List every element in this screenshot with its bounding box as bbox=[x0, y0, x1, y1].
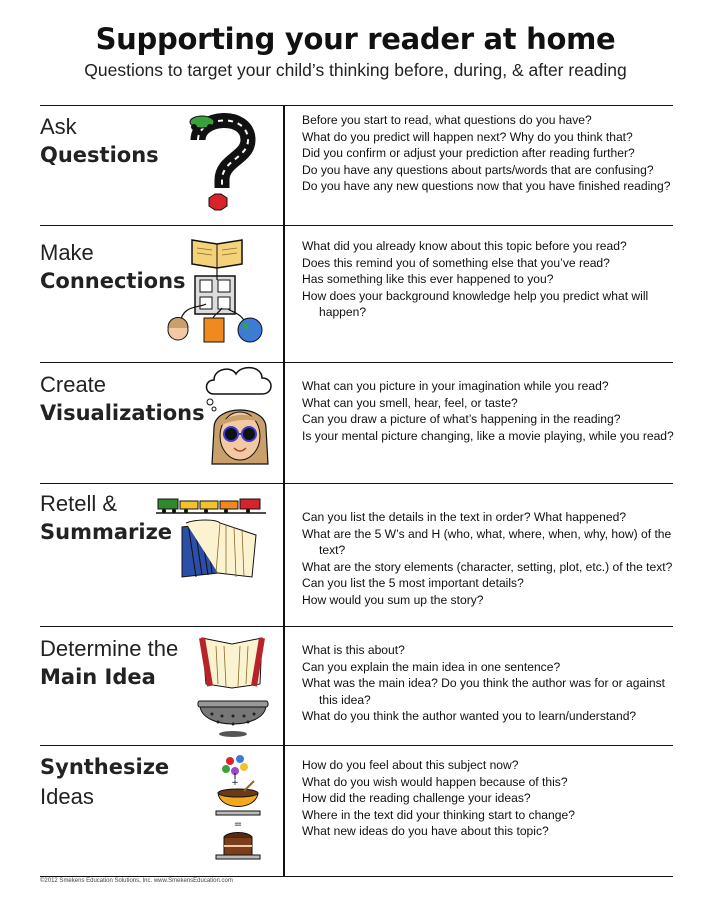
section-main-idea bbox=[40, 634, 673, 742]
divider bbox=[40, 626, 673, 627]
list-item: Can you explain the main idea in one sentence? bbox=[302, 659, 561, 674]
list-item: What do you predict will happen next? Why do you think that? bbox=[302, 129, 633, 144]
svg-text:+: + bbox=[231, 778, 239, 788]
question-list bbox=[302, 509, 677, 608]
divider bbox=[40, 105, 673, 106]
svg-text:=: = bbox=[233, 819, 243, 830]
train-book-icon bbox=[156, 493, 276, 585]
list-item: Where in the text did your thinking start to change? bbox=[302, 807, 575, 822]
book-colander-icon bbox=[196, 634, 270, 740]
list-item: What was the main idea? Do you think the author was for or against this idea? bbox=[302, 676, 666, 707]
divider bbox=[40, 876, 673, 877]
heading-line-1: Retell & bbox=[40, 491, 118, 516]
list-item: Can you list the 5 most important details? bbox=[302, 576, 524, 590]
section-ask-questions bbox=[40, 112, 673, 222]
divider bbox=[40, 362, 673, 363]
list-item: Has something like this ever happened to you? bbox=[302, 272, 554, 286]
divider bbox=[40, 745, 673, 746]
heading-line-1: Create bbox=[40, 372, 107, 397]
divider bbox=[40, 483, 673, 484]
section-heading bbox=[40, 753, 169, 811]
section-heading bbox=[40, 634, 178, 692]
section-retell-summarize bbox=[40, 489, 673, 623]
connections-icon bbox=[162, 234, 272, 346]
heading-line-1: Ask bbox=[40, 114, 77, 139]
copyright-footer: ©2012 Smekens Education Solutions, Inc. www.SmekensEducation.com bbox=[40, 878, 233, 884]
list-item: What can you smell, hear, feel, or taste? bbox=[302, 395, 518, 410]
list-item: What is this about? bbox=[302, 643, 405, 657]
page-subtitle: Questions to target your child’s thinking before, during, & after reading bbox=[84, 60, 627, 80]
section-make-connections bbox=[40, 238, 673, 358]
heading-line-2: Summarize bbox=[40, 520, 173, 544]
list-item: How did the reading challenge your ideas? bbox=[302, 791, 531, 805]
list-item: What are the 5 W’s and H (who, what, where, when, why, how) of the text? bbox=[302, 526, 672, 557]
question-list bbox=[302, 112, 677, 195]
thinking-girl-icon bbox=[200, 364, 280, 474]
list-item: Does this remind you of something else that you’ve read? bbox=[302, 255, 610, 270]
heading-line-1: Synthesize bbox=[40, 755, 170, 779]
heading-line-2: Connections bbox=[40, 269, 186, 293]
section-heading bbox=[40, 112, 159, 170]
list-item: How would you sum up the story? bbox=[302, 592, 484, 607]
list-item: What do you think the author wanted you to learn/understand? bbox=[302, 709, 637, 723]
list-item: Before you start to read, what questions do you have? bbox=[302, 113, 592, 127]
divider bbox=[40, 225, 673, 226]
list-item: What new ideas do you have about this topic? bbox=[302, 824, 549, 838]
list-item: What did you already know about this topic before you read? bbox=[302, 239, 627, 253]
heading-line-2: Ideas bbox=[40, 784, 94, 809]
question-list bbox=[302, 238, 677, 321]
heading-line-2: Visualizations bbox=[40, 401, 205, 425]
list-item: Did you confirm or adjust your prediction after reading further? bbox=[302, 146, 635, 160]
heading-line-1: Make bbox=[40, 240, 94, 265]
heading-line-2: Questions bbox=[40, 143, 159, 167]
recipe-cake-icon bbox=[208, 753, 268, 869]
list-item: What can you picture in your imagination while you read? bbox=[302, 379, 609, 393]
list-item: What are the story elements (character, setting, plot, etc.) of the text? bbox=[302, 559, 673, 574]
list-item: Do you have any questions about parts/words that are confusing? bbox=[302, 162, 654, 177]
list-item: How do you feel about this subject now? bbox=[302, 758, 519, 772]
page-title: Supporting your reader at home bbox=[95, 22, 616, 56]
list-item: Do you have any new questions now that you have finished reading? bbox=[302, 179, 671, 193]
heading-line-2: Main Idea bbox=[40, 665, 156, 689]
list-item: Can you list the details in the text in order? What happened? bbox=[302, 510, 627, 524]
question-mark-icon bbox=[180, 110, 260, 216]
section-create-visualizations bbox=[40, 370, 673, 480]
list-item: Can you draw a picture of what’s happening in the reading? bbox=[302, 412, 621, 426]
section-synthesize-ideas bbox=[40, 753, 673, 873]
section-heading bbox=[40, 370, 205, 428]
question-list bbox=[302, 378, 677, 444]
question-list bbox=[302, 642, 677, 725]
question-list bbox=[302, 757, 677, 840]
list-item: How does your background knowledge help you predict what will happen? bbox=[302, 288, 649, 319]
list-item: Is your mental picture changing, like a movie playing, while you read? bbox=[302, 428, 674, 443]
heading-line-1: Determine the bbox=[40, 636, 179, 661]
list-item: What do you wish would happen because of this? bbox=[302, 774, 568, 789]
section-heading bbox=[40, 489, 172, 547]
